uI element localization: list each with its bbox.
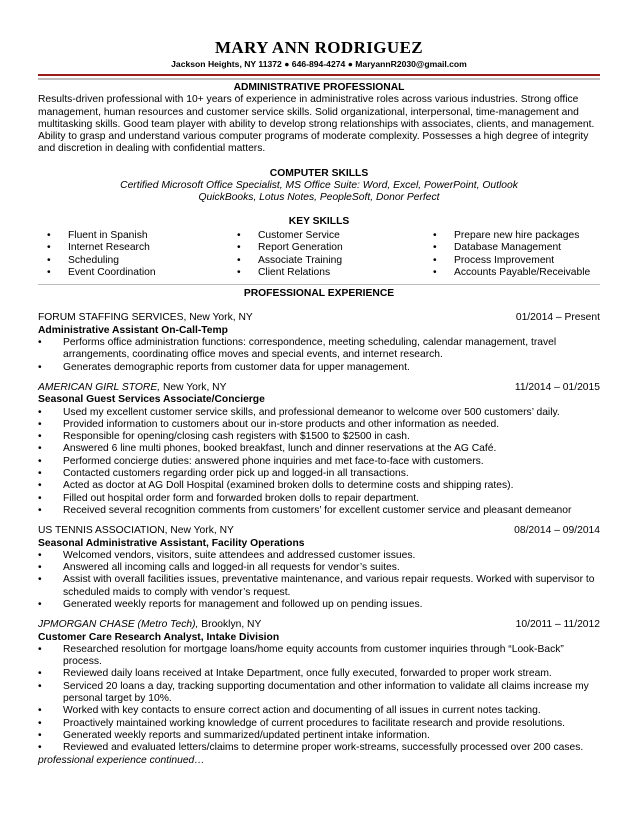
continued-note: professional experience continued… (38, 754, 205, 766)
job-entry (38, 619, 600, 767)
job-bullet: • Reviewed daily loans received at Intake Department, once fully executed, forwarded to proper work stream. (38, 668, 600, 680)
key-skill-item: • Event Coordination (38, 267, 228, 279)
job-employer (38, 619, 261, 631)
computer-skills-line-1: Certified Microsoft Office Specialist, MS Office Suite: Word, Excel, PowerPoint, Outlook (120, 180, 518, 192)
contact-line: Jackson Heights, NY 11372 ● 646-894-4274 ● MaryannR2030@gmail.com (171, 59, 467, 69)
job-bullet: • Acted as doctor at AG Doll Hospital (examined broken dolls to determine costs and shipping rates). (38, 480, 600, 492)
job-company: JPMORGAN CHASE (Metro Tech), (38, 619, 199, 631)
key-skills-column-1 (38, 230, 228, 279)
key-skill-item: • Database Management (424, 242, 599, 254)
job-bullet: • Used my excellent customer service skills, and professional demeanor to welcome over 500 customers’ daily. (38, 407, 600, 419)
job-bullet: • Answered all incoming calls and logged-in all requests for vendor’s suites. (38, 562, 600, 574)
job-entry (38, 525, 600, 611)
job-location: Brooklyn, NY (198, 619, 262, 631)
key-skill-item: • Prepare new hire packages (424, 230, 599, 242)
job-employer (38, 312, 253, 324)
job-header (38, 619, 600, 631)
job-bullet: • Researched resolution for mortgage loans/home equity accounts from customer inquiries through “Look-Back” process. (38, 644, 600, 669)
header-divider-gray (38, 78, 600, 80)
candidate-name: MARY ANN RODRIGUEZ (214, 38, 424, 57)
job-employer (38, 525, 234, 537)
job-bullet: • Generated weekly reports for management and followed up on pending issues. (38, 599, 600, 611)
key-skill-item: • Associate Training (228, 255, 424, 267)
job-bullet: • Received several recognition comments from customers’ for excellent customer service and pleasant demeanor (38, 505, 600, 517)
job-dates: 08/2014 – 09/2014 (514, 525, 600, 537)
job-title: Seasonal Guest Services Associate/Concierge (38, 394, 265, 406)
job-bullet: • Reviewed and evaluated letters/claims to determine proper work-streams, successfully processed over 200 cases. (38, 742, 600, 754)
job-bullet: • Generates demographic reports from customer data for upper management. (38, 362, 600, 374)
job-bullets (38, 550, 600, 611)
job-bullet: • Proactively maintained working knowledge of current procedures to facilitate research and provide resolutions. (38, 718, 600, 730)
job-bullet: • Responsible for opening/closing cash registers with $1500 to $2500 in cash. (38, 431, 600, 443)
job-bullet: • Provided information to customers about our in-store products and other information as needed. (38, 419, 600, 431)
job-location: New York, NY (160, 381, 227, 393)
key-skill-item: • Report Generation (228, 242, 424, 254)
job-bullet: • Performed concierge duties: answered phone inquiries and met face-to-face with customers. (38, 456, 600, 468)
key-skill-item: • Accounts Payable/Receivable (424, 267, 599, 279)
job-title: Customer Care Research Analyst, Intake Division (38, 631, 280, 643)
job-bullet: • Serviced 20 loans a day, tracking supporting documentation and other information to validate all claims increase my personal target by 10%. (38, 681, 600, 706)
job-header (38, 382, 600, 394)
job-bullet: • Contacted customers regarding order pick up and logged-in all transactions. (38, 468, 600, 480)
job-company: AMERICAN GIRL STORE, (38, 381, 161, 393)
job-bullet: • Generated weekly reports and summarized/updated pertinent intake information. (38, 730, 600, 742)
job-company: FORUM STAFFING SERVICES, (38, 312, 187, 324)
job-employer (38, 382, 226, 394)
summary-text: Results-driven professional with 10+ years of experience in administrative roles across various industries. Strong office management, human resources and customer service skills. Solid organizational, interpersonal, time-management and multitasking skills. Good team player with ability to develop strong relationships with associates, clients, and management. Ability to grasp and understand various computer programs of moderate complexity. Possesses a high degree of integrity and discretion in dealing with confidential matters. (38, 94, 595, 155)
job-entry (38, 382, 600, 517)
job-bullet: • Filled out hospital order form and forwarded broken dolls to repair department. (38, 493, 600, 505)
skills-divider (38, 284, 600, 285)
key-skills-title: KEY SKILLS (288, 215, 350, 227)
key-skills-column-3 (424, 230, 599, 279)
key-skills-column-2 (228, 230, 424, 279)
key-skill-item: • Process Improvement (424, 255, 599, 267)
job-location: New York, NY (186, 312, 253, 324)
job-bullet: • Welcomed vendors, visitors, suite attendees and addressed customer issues. (38, 550, 600, 562)
job-bullets (38, 407, 600, 518)
job-title: Administrative Assistant On-Call-Temp (38, 324, 228, 336)
job-header (38, 525, 600, 537)
job-bullets (38, 337, 600, 374)
job-title: Seasonal Administrative Assistant, Facility Operations (38, 537, 305, 549)
experience-title: PROFESSIONAL EXPERIENCE (243, 288, 395, 300)
key-skill-item: • Customer Service (228, 230, 424, 242)
job-bullets (38, 644, 600, 755)
summary-title: ADMINISTRATIVE PROFESSIONAL (233, 82, 405, 93)
job-bullet: • Performs office administration functions: correspondence, meeting scheduling, calendar management, travel arrangements, coordinating office moves and special events, and internet research. (38, 337, 600, 362)
key-skill-item: • Fluent in Spanish (38, 230, 228, 242)
job-dates: 11/2014 – 01/2015 (514, 381, 600, 393)
job-bullet: • Answered 6 line multi phones, booked breakfast, lunch and dinner reservations at the AG Café. (38, 443, 600, 455)
job-location: New York, NY (167, 525, 234, 537)
job-bullet: • Assist with overall facilities issues, preventative maintenance, and various repair requests. Worked with supervisor to scheduled maids to comply with vendor’s request. (38, 574, 600, 599)
key-skill-item: • Internet Research (38, 242, 228, 254)
job-dates: 10/2011 – 11/2012 (515, 619, 600, 631)
job-entry (38, 312, 600, 373)
key-skills-grid (38, 230, 600, 279)
job-bullet: • Worked with key contacts to ensure correct action and documenting of all issues in current notes tacking. (38, 705, 600, 717)
computer-skills-title: COMPUTER SKILLS (269, 167, 369, 179)
computer-skills-line-2: QuickBooks, Lotus Notes, PeopleSoft, Donor Perfect (198, 192, 440, 204)
job-header (38, 312, 600, 324)
header-divider-red (38, 74, 600, 76)
job-company: US TENNIS ASSOCIATION, (38, 525, 168, 537)
key-skill-item: • Scheduling (38, 255, 228, 267)
job-dates: 01/2014 – Present (515, 312, 600, 324)
key-skill-item: • Client Relations (228, 267, 424, 279)
